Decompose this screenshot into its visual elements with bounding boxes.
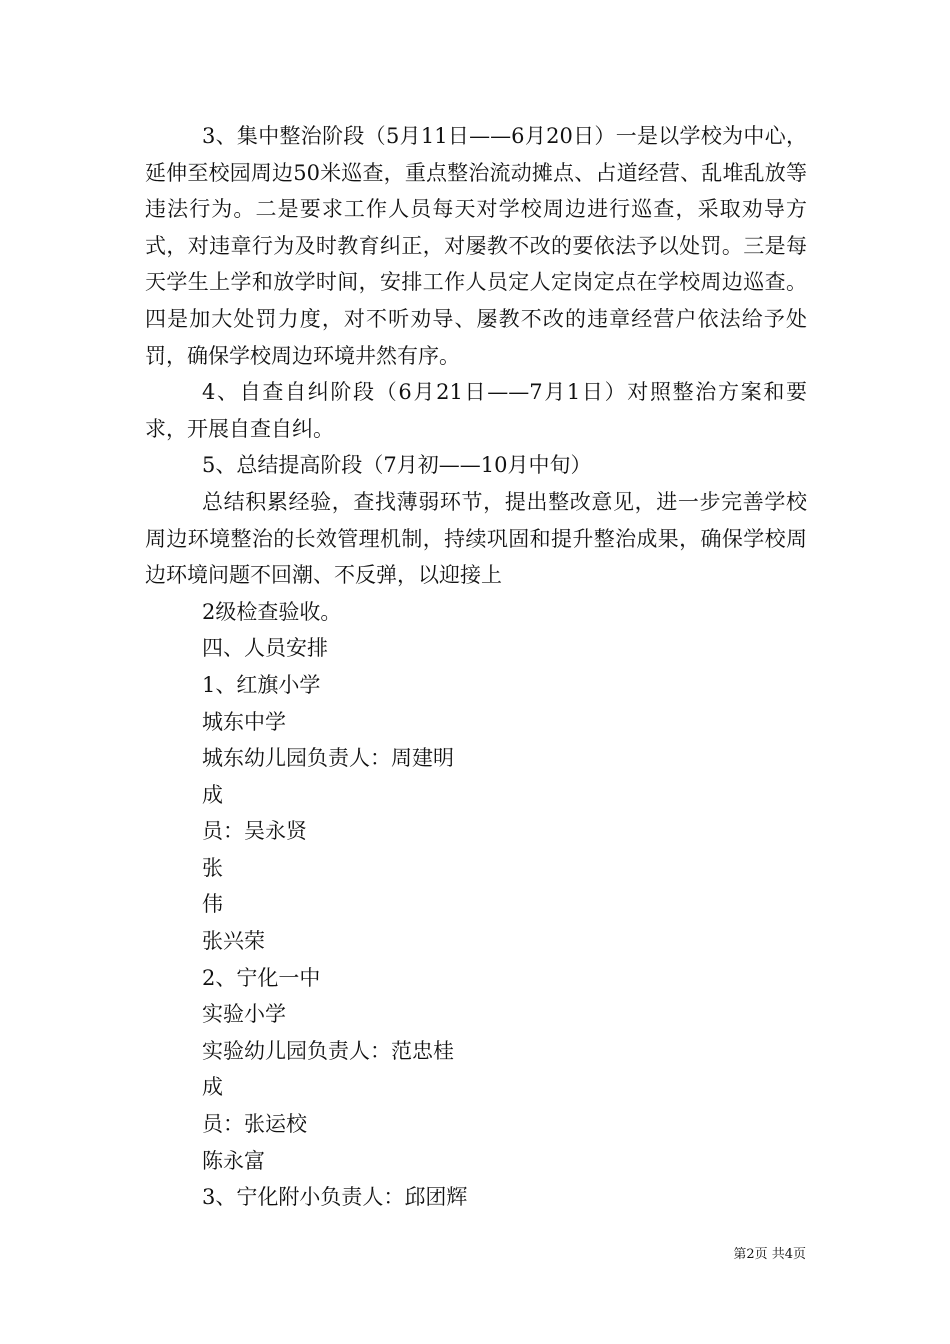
text-line: 实验幼儿园负责人：范忠桂 <box>202 1038 454 1063</box>
text-line: 城东幼儿园负责人：周建明 <box>202 746 454 771</box>
text-line: 伟 <box>202 892 223 917</box>
text-line: 陈永富 <box>202 1148 265 1173</box>
text-line: 员：张运校 <box>202 1112 307 1137</box>
paragraph-stage-3: 3、集中整治阶段（5月11日——6月20日）一是以学校为中心，延伸至校园周边50米巡查，重点整治流动摊点、占道经营、乱堆乱放等违法行为。二是要求工作人员每天对学校周边进行巡查，采取劝导方式，对违章行为及时教育纠正，对屡教不改的要依法予以处罚。三是每天学生上学和放学时间，安排工作人员定人定岗定点在学校周边巡查。四是加大处罚力度，对不听劝导、屡教不改的违章经营户依法给予处罚，确保学校周边环境井然有序。 <box>145 124 807 368</box>
page-number-footer: 第2页 共4页 <box>733 1247 806 1262</box>
text-line: 1、红旗小学 <box>202 672 321 697</box>
text-line: 2级检查验收。 <box>202 599 342 624</box>
text-line: 成 <box>202 782 223 807</box>
paragraph-summary: 总结积累经验，查找薄弱环节，提出整改意见，进一步完善学校周边环境整治的长效管理机制，持续巩固和提升整治成果，确保学校周边环境问题不回潮、不反弹，以迎接上 <box>145 489 807 588</box>
text-line: 3、宁化附小负责人：邱团辉 <box>202 1185 468 1210</box>
text-line: 2、宁化一中 <box>202 965 321 990</box>
text-line: 实验小学 <box>202 1002 286 1027</box>
text-line: 员：吴永贤 <box>202 819 307 844</box>
paragraph-stage-5: 5、总结提高阶段（7月初——10月中旬） <box>202 453 592 478</box>
text-line: 张兴荣 <box>202 929 265 954</box>
text-line: 城东中学 <box>202 709 286 734</box>
text-line: 张 <box>202 855 223 880</box>
text-line: 成 <box>202 1075 223 1100</box>
section-heading-personnel: 四、人员安排 <box>202 636 328 661</box>
document-body <box>145 118 807 1216</box>
paragraph-stage-4: 4、自查自纠阶段（6月21日——7月1日）对照整治方案和要求，开展自查自纠。 <box>145 380 807 441</box>
